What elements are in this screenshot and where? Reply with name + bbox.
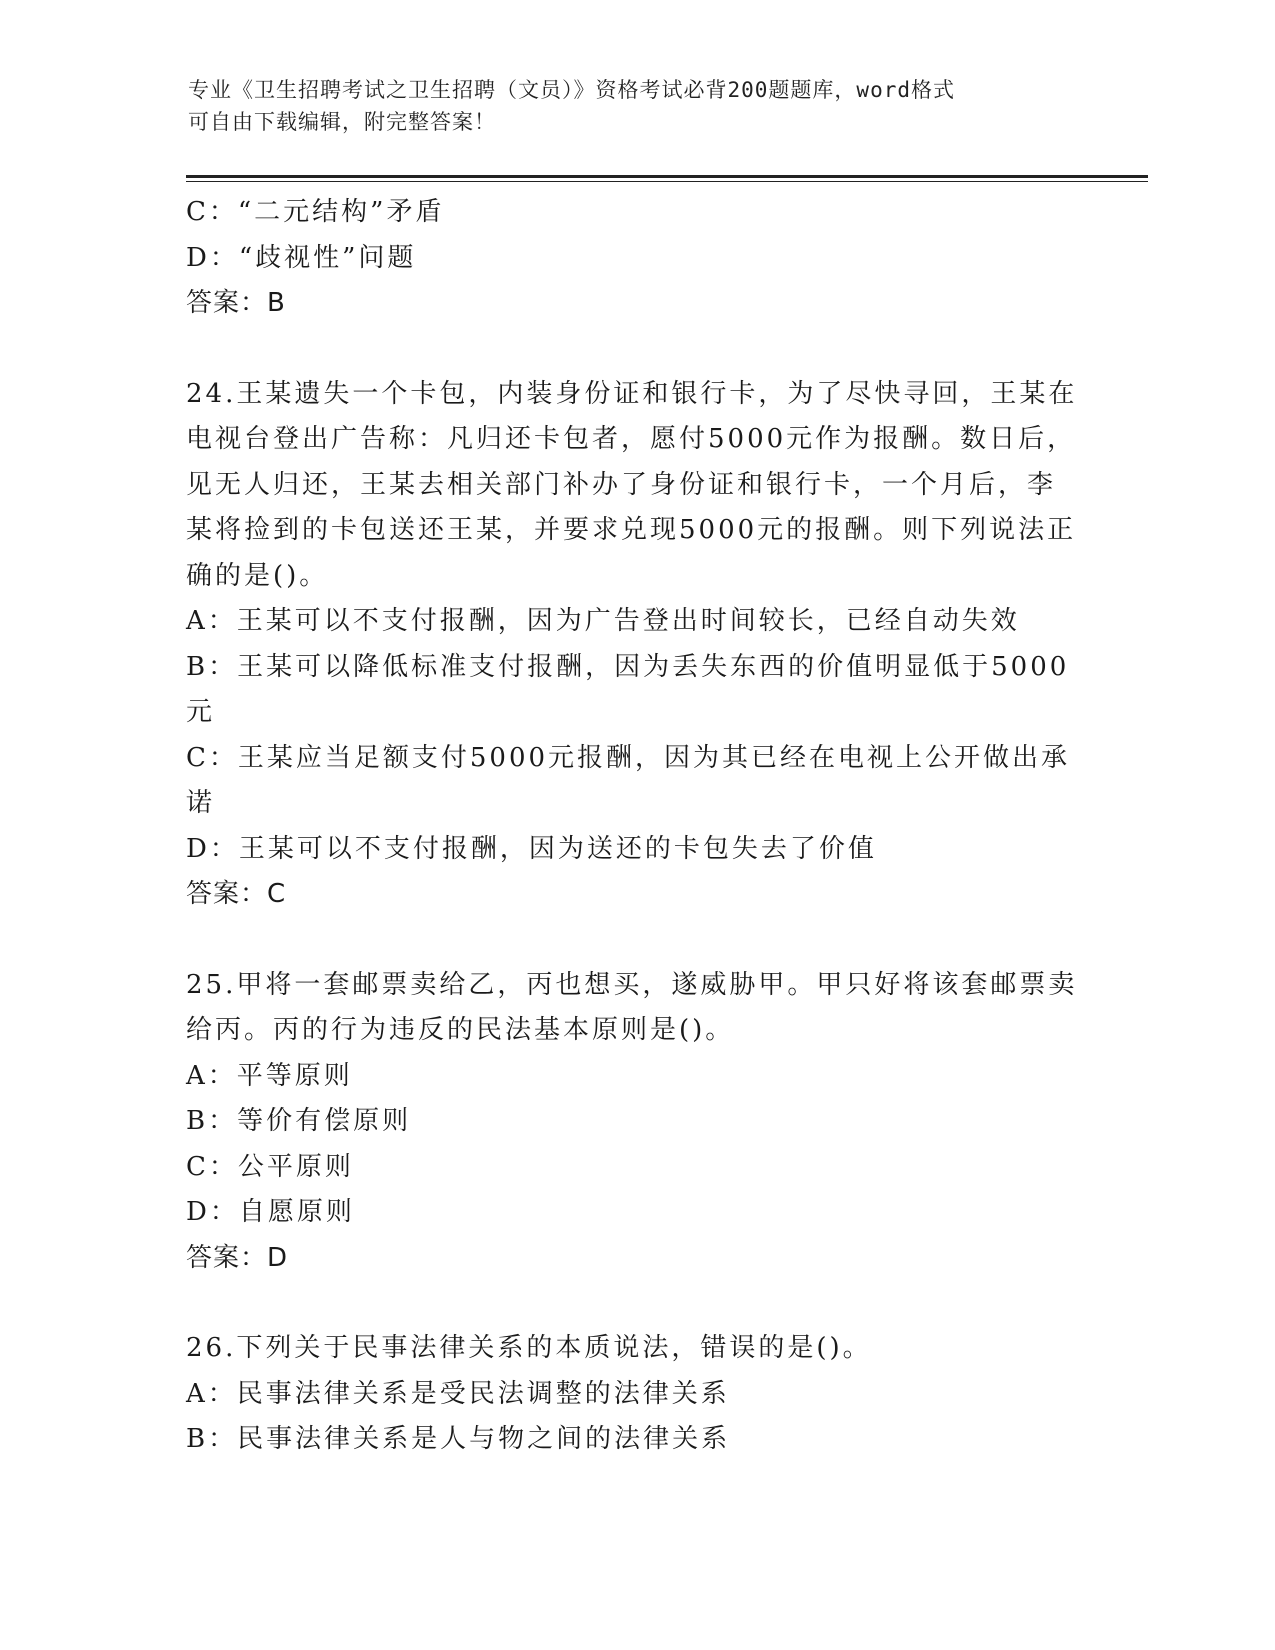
header-title-line2: 可自由下载编辑，附完整答案！ xyxy=(188,110,496,134)
spacer xyxy=(186,1281,1086,1326)
option-b: B：民事法律关系是人与物之间的法律关系 xyxy=(186,1424,731,1454)
question-stem-line: 某将捡到的卡包送还王某，并要求兑现5000元的报酬。则下列说法正 xyxy=(186,515,1077,545)
question-25 xyxy=(186,963,1086,1282)
spacer xyxy=(186,918,1086,963)
question-stem-line: 确的是()。 xyxy=(186,560,329,591)
spacer xyxy=(186,327,1086,372)
question-stem-line: 见无人归还，王某去相关部门补办了身份证和银行卡，一个月后，李 xyxy=(186,469,1057,500)
option-d: D：“歧视性”问题 xyxy=(186,242,417,273)
document-header xyxy=(188,74,1068,138)
option-c-continued: 诺 xyxy=(186,788,216,818)
option-a: A：民事法律关系是受民法调整的法律关系 xyxy=(186,1378,730,1409)
option-b-continued: 元 xyxy=(186,697,216,727)
option-c: C：公平原则 xyxy=(186,1151,354,1182)
option-c: C：王某应当足额支付5000元报酬，因为其已经在电视上公开做出承 xyxy=(186,742,1071,773)
answer: 答案：D xyxy=(186,1242,289,1273)
header-divider-thin xyxy=(186,181,1148,182)
question-stem-line: 电视台登出广告称：凡归还卡包者，愿付5000元作为报酬。数日后， xyxy=(186,424,1077,454)
option-a: A：平等原则 xyxy=(186,1060,353,1091)
question-stem-line: 24.王某遗失一个卡包，内装身份证和银行卡，为了尽快寻回，王某在 xyxy=(186,378,1078,409)
option-c: C：“二元结构”矛盾 xyxy=(186,197,445,227)
question-24 xyxy=(186,372,1086,918)
question-stem-line: 25.甲将一套邮票卖给乙，丙也想买，遂威胁甲。甲只好将该套邮票卖 xyxy=(186,969,1078,1000)
option-b: B：王某可以降低标准支付报酬，因为丢失东西的价值明显低于5000 xyxy=(186,651,1070,682)
question-23 xyxy=(186,190,1086,327)
question-list xyxy=(186,190,1086,1463)
header-title-line1: 专业《卫生招聘考试之卫生招聘（文员）》资格考试必背200题题库，word格式 xyxy=(188,78,955,102)
option-a: A：王某可以不支付报酬，因为广告登出时间较长，已经自动失效 xyxy=(186,606,1020,636)
option-d: D：自愿原则 xyxy=(186,1197,355,1227)
answer: 答案：B xyxy=(186,288,286,318)
answer: 答案：C xyxy=(186,879,287,909)
question-stem-line: 给丙。丙的行为违反的民法基本原则是()。 xyxy=(186,1015,735,1045)
option-d: D：王某可以不支付报酬，因为送还的卡包失去了价值 xyxy=(186,833,877,864)
question-stem-line: 26.下列关于民事法律关系的本质说法，错误的是()。 xyxy=(186,1333,872,1363)
option-b: B：等价有偿原则 xyxy=(186,1106,412,1136)
header-divider-thick xyxy=(186,175,1148,178)
question-26 xyxy=(186,1326,1086,1463)
